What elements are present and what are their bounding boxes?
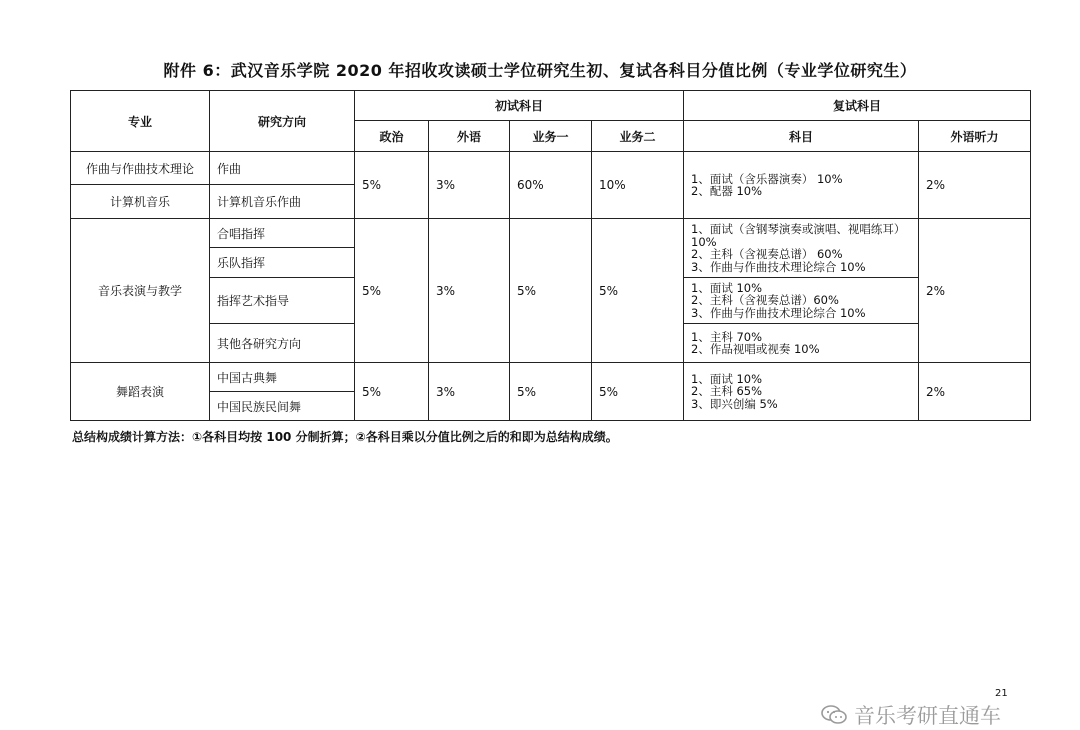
wechat-icon — [820, 704, 848, 726]
subject-line: 1、面试（含钢琴演奏或演唱、视唱练耳）10% — [691, 222, 906, 249]
listening-ratio: 2% — [919, 219, 1031, 363]
score-ratio-table — [70, 90, 1031, 421]
subject-line: 2、配器 10% — [691, 184, 763, 198]
header-subject: 科目 — [684, 121, 919, 152]
retest-subjects — [684, 363, 919, 421]
header-direction: 研究方向 — [210, 91, 355, 152]
foreign-ratio: 3% — [429, 152, 510, 219]
direction-cell: 乐队指挥 — [210, 248, 355, 278]
listening-ratio: 2% — [919, 152, 1031, 219]
listening-ratio: 2% — [919, 363, 1031, 421]
subject-line: 2、主科（含视奏总谱）60% — [691, 293, 839, 308]
direction-cell: 中国古典舞 — [210, 363, 355, 392]
prof2-ratio: 5% — [592, 363, 684, 421]
header-initial-exam: 初试科目 — [355, 91, 684, 121]
page-number: 21 — [995, 688, 1008, 699]
major-cell: 作曲与作曲技术理论 — [71, 152, 210, 185]
prof1-ratio: 60% — [510, 152, 592, 219]
footnote: 总结构成绩计算方法：①各科目均按 100 分制折算；②各科目乘以分值比例之后的和即为总结构成绩。 — [72, 430, 618, 444]
watermark — [820, 700, 1001, 730]
direction-cell: 中国民族民间舞 — [210, 392, 355, 421]
subject-line: 1、主科 70% — [691, 329, 763, 344]
subject-line: 1、面试（含乐器演奏） 10% — [691, 171, 843, 186]
prof2-ratio: 5% — [592, 219, 684, 363]
direction-cell: 合唱指挥 — [210, 219, 355, 248]
direction-cell: 其他各研究方向 — [210, 324, 355, 363]
major-cell: 舞蹈表演 — [71, 363, 210, 421]
header-retest: 复试科目 — [684, 91, 1031, 121]
header-professional-1: 业务一 — [510, 121, 592, 152]
prof1-ratio: 5% — [510, 363, 592, 421]
retest-subjects — [684, 152, 919, 219]
watermark-text: 音乐考研直通车 — [854, 704, 1001, 728]
subject-line: 3、作曲与作曲技术理论综合 10% — [691, 305, 866, 320]
header-foreign-language: 外语 — [429, 121, 510, 152]
foreign-ratio: 3% — [429, 219, 510, 363]
header-professional-2: 业务二 — [592, 121, 684, 152]
foreign-ratio: 3% — [429, 363, 510, 421]
retest-subjects — [684, 219, 919, 278]
retest-subjects — [684, 278, 919, 324]
subject-line: 2、主科（含视奏总谱） 60% — [691, 247, 843, 261]
politics-ratio: 5% — [355, 363, 429, 421]
direction-cell: 作曲 — [210, 152, 355, 185]
direction-cell: 计算机音乐作曲 — [210, 185, 355, 219]
major-cell: 计算机音乐 — [71, 185, 210, 219]
subject-line: 2、作品视唱或视奏 10% — [691, 342, 820, 356]
politics-ratio: 5% — [355, 219, 429, 363]
politics-ratio: 5% — [355, 152, 429, 219]
document-title: 附件 6：武汉音乐学院 2020 年招收攻读硕士学位研究生初、复试各科目分值比例（专业学位研究生） — [163, 61, 917, 80]
subject-line: 2、主科 65% — [691, 384, 763, 399]
subject-line: 1、面试 10% — [691, 280, 763, 295]
major-cell: 音乐表演与教学 — [71, 219, 210, 363]
header-listening: 外语听力 — [919, 121, 1031, 152]
header-politics: 政治 — [355, 121, 429, 152]
prof1-ratio: 5% — [510, 219, 592, 363]
subject-line: 3、作曲与作曲技术理论综合 10% — [691, 259, 866, 274]
header-major: 专业 — [71, 91, 210, 152]
subject-line: 3、即兴创编 5% — [691, 396, 778, 411]
direction-cell: 指挥艺术指导 — [210, 278, 355, 324]
subject-line: 1、面试 10% — [691, 371, 763, 386]
retest-subjects — [684, 324, 919, 363]
prof2-ratio: 10% — [592, 152, 684, 219]
